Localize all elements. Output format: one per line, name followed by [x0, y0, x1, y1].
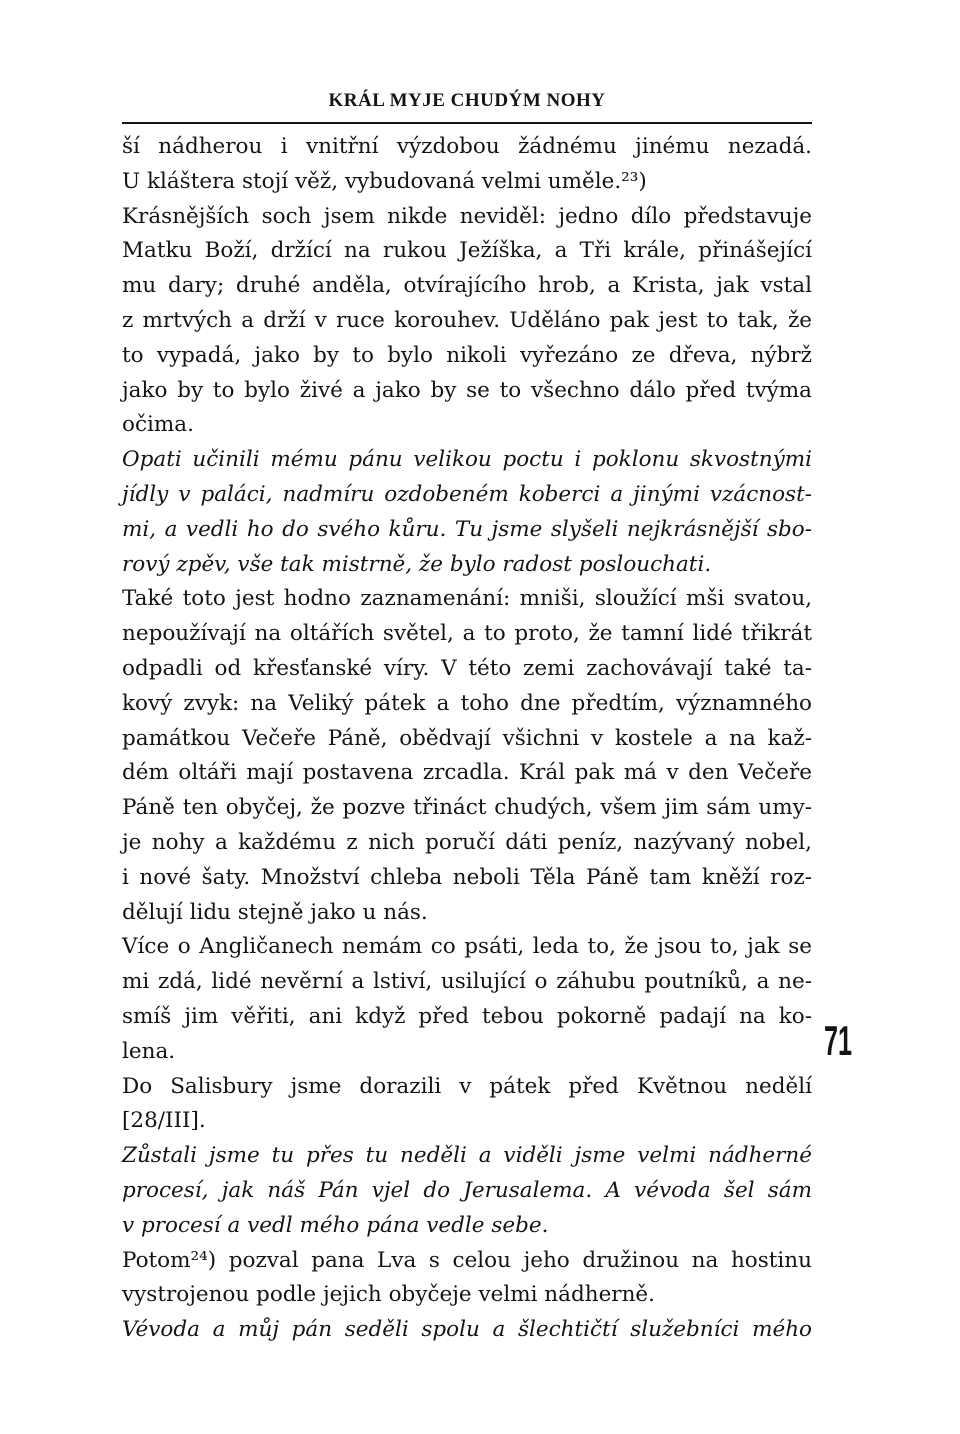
text-line: procesí, jak náš Pán vjel do Jerusalema. A vévoda šel sám [122, 1177, 812, 1203]
text-line: Páně ten obyčej, že pozve třináct chudých, všem jim sám umy- [122, 795, 812, 821]
text-line: v procesí a vedl mého pána vedle sebe. [122, 1212, 549, 1238]
text-line: Vévoda a můj pán seděli spolu a šlechtičtí služebníci mého [122, 1317, 812, 1343]
text-line: lena. [122, 1038, 176, 1064]
text-line: je nohy a každému z nich poručí dáti peníz, nazývaný nobel, [122, 829, 812, 855]
text-line: památkou Večeře Páně, obědvají všichni v kostele a na kaž- [122, 725, 812, 751]
text-line: Do Salisbury jsme dorazili v pátek před Květnou nedělí [122, 1073, 812, 1099]
text-line: smíš jim věřiti, ani když před tebou pokorně padají na ko- [122, 1003, 812, 1029]
text-line: jako by to bylo živé a jako by se to všechno dálo před tvýma [122, 377, 812, 403]
text-line: Matku Boží, držící na rukou Ježíška, a Tři krále, přinášející [122, 238, 812, 264]
text-line: kový zvyk: na Veliký pátek a toho dne předtím, významného [122, 690, 812, 716]
text-line: jídly v paláci, nadmíru ozdobeném koberci a jinými vzácnost- [122, 481, 812, 507]
page-number: 71 [824, 1017, 853, 1064]
text-line: i nové šaty. Množství chleba neboli Těla Páně tam kněží roz- [122, 864, 812, 890]
text-line: rový zpěv, vše tak mistrně, že bylo radost poslouchati. [122, 551, 712, 577]
text-line: to vypadá, jako by to bylo nikoli vyřezáno ze dřeva, nýbrž [122, 342, 812, 368]
text-line: očima. [122, 412, 194, 438]
text-line: [28/III]. [122, 1108, 206, 1134]
text-line: vystrojenou podle jejich obyčeje velmi nádherně. [122, 1282, 655, 1308]
text-line: Potom²⁴) pozval pana Lva s celou jeho družinou na hostinu [122, 1247, 812, 1273]
running-head: KRÁL MYJE CHUDÝM NOHY [328, 90, 606, 111]
text-line: dém oltáři mají postavena zrcadla. Král pak má v den Večeře [122, 760, 812, 786]
text-line: mi, a vedli ho do svého kůru. Tu jsme slyšeli nejkrásnější sbo- [122, 516, 812, 542]
text-line: Zůstali jsme tu přes tu neděli a viděli jsme velmi nádherné [122, 1143, 812, 1169]
text-line: Více o Angličanech nemám co psáti, leda to, že jsou to, jak se [122, 934, 812, 960]
text-line: ší nádherou i vnitřní výzdobou žádnému jinému nezadá. [122, 134, 812, 159]
text-line: z mrtvých a drží v ruce korouhev. Uděláno pak jest to tak, že [122, 307, 812, 333]
text-line: Krásnějších soch jsem nikde neviděl: jedno dílo představuje [122, 203, 812, 229]
body-text [122, 130, 812, 1348]
header-rule [122, 122, 812, 124]
text-line: dělují lidu stejně jako u nás. [122, 899, 428, 925]
text-line: Opati učinili mému pánu velikou poctu i poklonu skvostnými [122, 447, 812, 473]
text-line: mi zdá, lidé nevěrní a lstiví, usilující o záhubu poutníků, a ne- [122, 969, 812, 995]
text-line: mu dary; druhé anděla, otvírajícího hrob, a Krista, jak vstal [122, 273, 812, 299]
text-line: odpadli od křesťanské víry. V této zemi zachovávají také ta- [122, 655, 812, 681]
text-line: nepoužívají na oltářích světel, a to proto, že tamní lidé třikrát [122, 621, 812, 647]
text-line: U kláštera stojí věž, vybudovaná velmi uměle.²³) [122, 168, 647, 194]
text-line: Také toto jest hodno zaznamenání: mniši, sloužící mši svatou, [122, 586, 812, 612]
